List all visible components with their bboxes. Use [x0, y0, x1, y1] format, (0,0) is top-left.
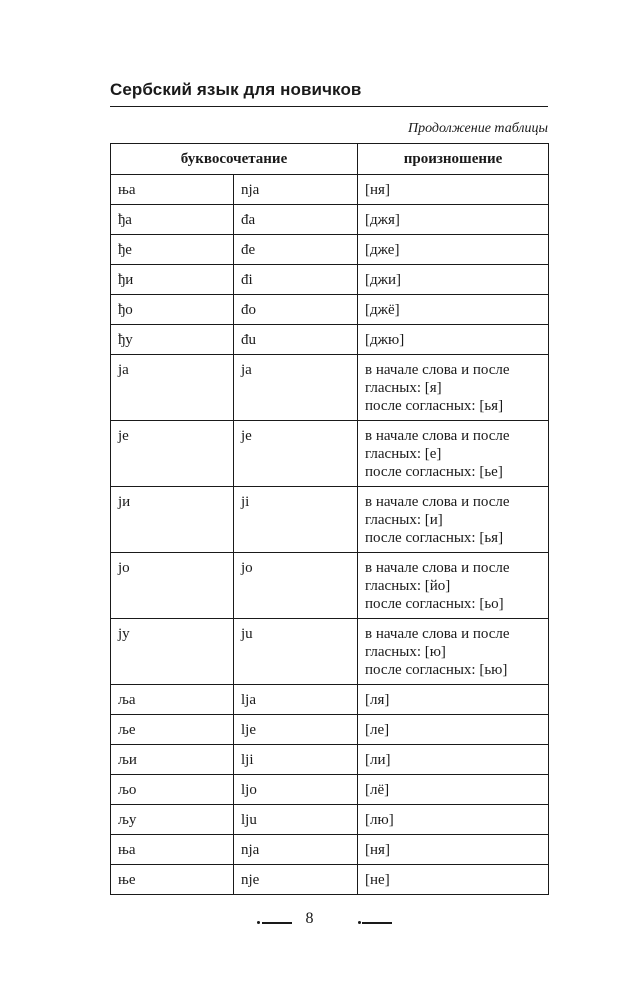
pronunciation-line: [джи]	[365, 272, 402, 288]
cell-cyrillic: ђа	[111, 205, 234, 235]
table-row	[111, 355, 549, 421]
cell-pronunciation	[358, 325, 549, 355]
cell-cyrillic: ња	[111, 835, 234, 865]
cell-latin: nje	[234, 865, 358, 895]
cell-pronunciation	[358, 835, 549, 865]
running-header-title: Сербский язык для новичков	[110, 80, 362, 99]
table-row	[111, 205, 549, 235]
cell-latin: đo	[234, 295, 358, 325]
cell-cyrillic: ђи	[111, 265, 234, 295]
pronunciation-line: [ле]	[365, 722, 390, 738]
cell-pronunciation	[358, 553, 549, 619]
table-body	[111, 175, 549, 895]
pronunciation-line: [ли]	[365, 752, 391, 768]
cell-latin: lji	[234, 745, 358, 775]
cell-pronunciation	[358, 235, 549, 265]
pronunciation-line: после согласных: [ьо]	[365, 596, 504, 612]
pronunciation-line: [джю]	[365, 332, 405, 348]
cell-latin: lja	[234, 685, 358, 715]
cell-latin: đi	[234, 265, 358, 295]
pronunciation-line: после согласных: [ья]	[365, 398, 504, 414]
pronunciation-line: гласных: [и]	[365, 512, 443, 528]
cell-cyrillic: ји	[111, 487, 234, 553]
cell-latin: đe	[234, 235, 358, 265]
cell-pronunciation	[358, 421, 549, 487]
table-row	[111, 325, 549, 355]
header-rule	[110, 106, 548, 107]
table-row	[111, 715, 549, 745]
page-number: 8	[305, 910, 314, 927]
pronunciation-line: [ля]	[365, 692, 390, 708]
table-row	[111, 835, 549, 865]
pronunciation-line: гласных: [е]	[365, 446, 442, 462]
pronunciation-line: [джя]	[365, 212, 400, 228]
cell-cyrillic: јо	[111, 553, 234, 619]
cell-cyrillic: љо	[111, 775, 234, 805]
cell-pronunciation	[358, 295, 549, 325]
cell-pronunciation	[358, 775, 549, 805]
cell-pronunciation	[358, 175, 549, 205]
cell-pronunciation	[358, 865, 549, 895]
cell-cyrillic: ња	[111, 175, 234, 205]
pronunciation-line: в начале слова и после	[365, 362, 510, 378]
cell-cyrillic: ђо	[111, 295, 234, 325]
pronunciation-line: [ня]	[365, 182, 390, 198]
cell-latin: nja	[234, 175, 358, 205]
pronunciation-line: гласных: [я]	[365, 380, 442, 396]
pronunciation-line: [лё]	[365, 782, 390, 798]
cell-latin: đu	[234, 325, 358, 355]
table-row	[111, 745, 549, 775]
cell-latin: jo	[234, 553, 358, 619]
pronunciation-line: [джё]	[365, 302, 400, 318]
pronunciation-line: после согласных: [ье]	[365, 464, 503, 480]
pronunciation-line: после согласных: [ью]	[365, 662, 508, 678]
cell-latin: lju	[234, 805, 358, 835]
pronunciation-line: в начале слова и после	[365, 560, 510, 576]
pronunciation-line: [дже]	[365, 242, 400, 258]
table-row	[111, 553, 549, 619]
table-row	[111, 619, 549, 685]
cell-cyrillic: ља	[111, 685, 234, 715]
cell-cyrillic: ље	[111, 715, 234, 745]
cell-latin: nja	[234, 835, 358, 865]
cell-latin: je	[234, 421, 358, 487]
cell-pronunciation	[358, 685, 549, 715]
pronunciation-line: в начале слова и после	[365, 494, 510, 510]
cell-cyrillic: љу	[111, 805, 234, 835]
pronunciation-line: [ня]	[365, 842, 390, 858]
table-continuation-note: Продолжение таблицы	[407, 121, 548, 136]
cell-latin: ljo	[234, 775, 358, 805]
table-row	[111, 865, 549, 895]
pronunciation-table	[110, 143, 549, 895]
table-row	[111, 235, 549, 265]
table-row	[111, 265, 549, 295]
table-row	[111, 685, 549, 715]
cell-cyrillic: је	[111, 421, 234, 487]
cell-pronunciation	[358, 205, 549, 235]
cell-latin: ju	[234, 619, 358, 685]
cell-pronunciation	[358, 715, 549, 745]
table-row	[111, 421, 549, 487]
pronunciation-line: [лю]	[365, 812, 394, 828]
cell-cyrillic: ја	[111, 355, 234, 421]
table-row	[111, 295, 549, 325]
table-header-row	[111, 144, 549, 175]
cell-pronunciation	[358, 487, 549, 553]
table-row	[111, 775, 549, 805]
cell-cyrillic: ју	[111, 619, 234, 685]
pronunciation-line: после согласных: [ья]	[365, 530, 504, 546]
cell-latin: ji	[234, 487, 358, 553]
table-row	[111, 487, 549, 553]
cell-latin: lje	[234, 715, 358, 745]
column-header-combination: буквосочетание	[111, 144, 358, 175]
cell-pronunciation	[358, 805, 549, 835]
pronunciation-line: гласных: [йо]	[365, 578, 451, 594]
cell-cyrillic: ђе	[111, 235, 234, 265]
pronunciation-line: гласных: [ю]	[365, 644, 446, 660]
cell-cyrillic: ње	[111, 865, 234, 895]
cell-pronunciation	[358, 619, 549, 685]
cell-pronunciation	[358, 265, 549, 295]
cell-latin: ja	[234, 355, 358, 421]
pronunciation-line: в начале слова и после	[365, 626, 510, 642]
cell-pronunciation	[358, 355, 549, 421]
pronunciation-line: в начале слова и после	[365, 428, 510, 444]
cell-pronunciation	[358, 745, 549, 775]
cell-latin: đa	[234, 205, 358, 235]
cell-cyrillic: ђу	[111, 325, 234, 355]
table-row	[111, 805, 549, 835]
pronunciation-line: [не]	[365, 872, 390, 888]
page-footer	[0, 910, 619, 928]
column-header-pronunciation: произношение	[358, 144, 549, 175]
cell-cyrillic: љи	[111, 745, 234, 775]
table-row	[111, 175, 549, 205]
